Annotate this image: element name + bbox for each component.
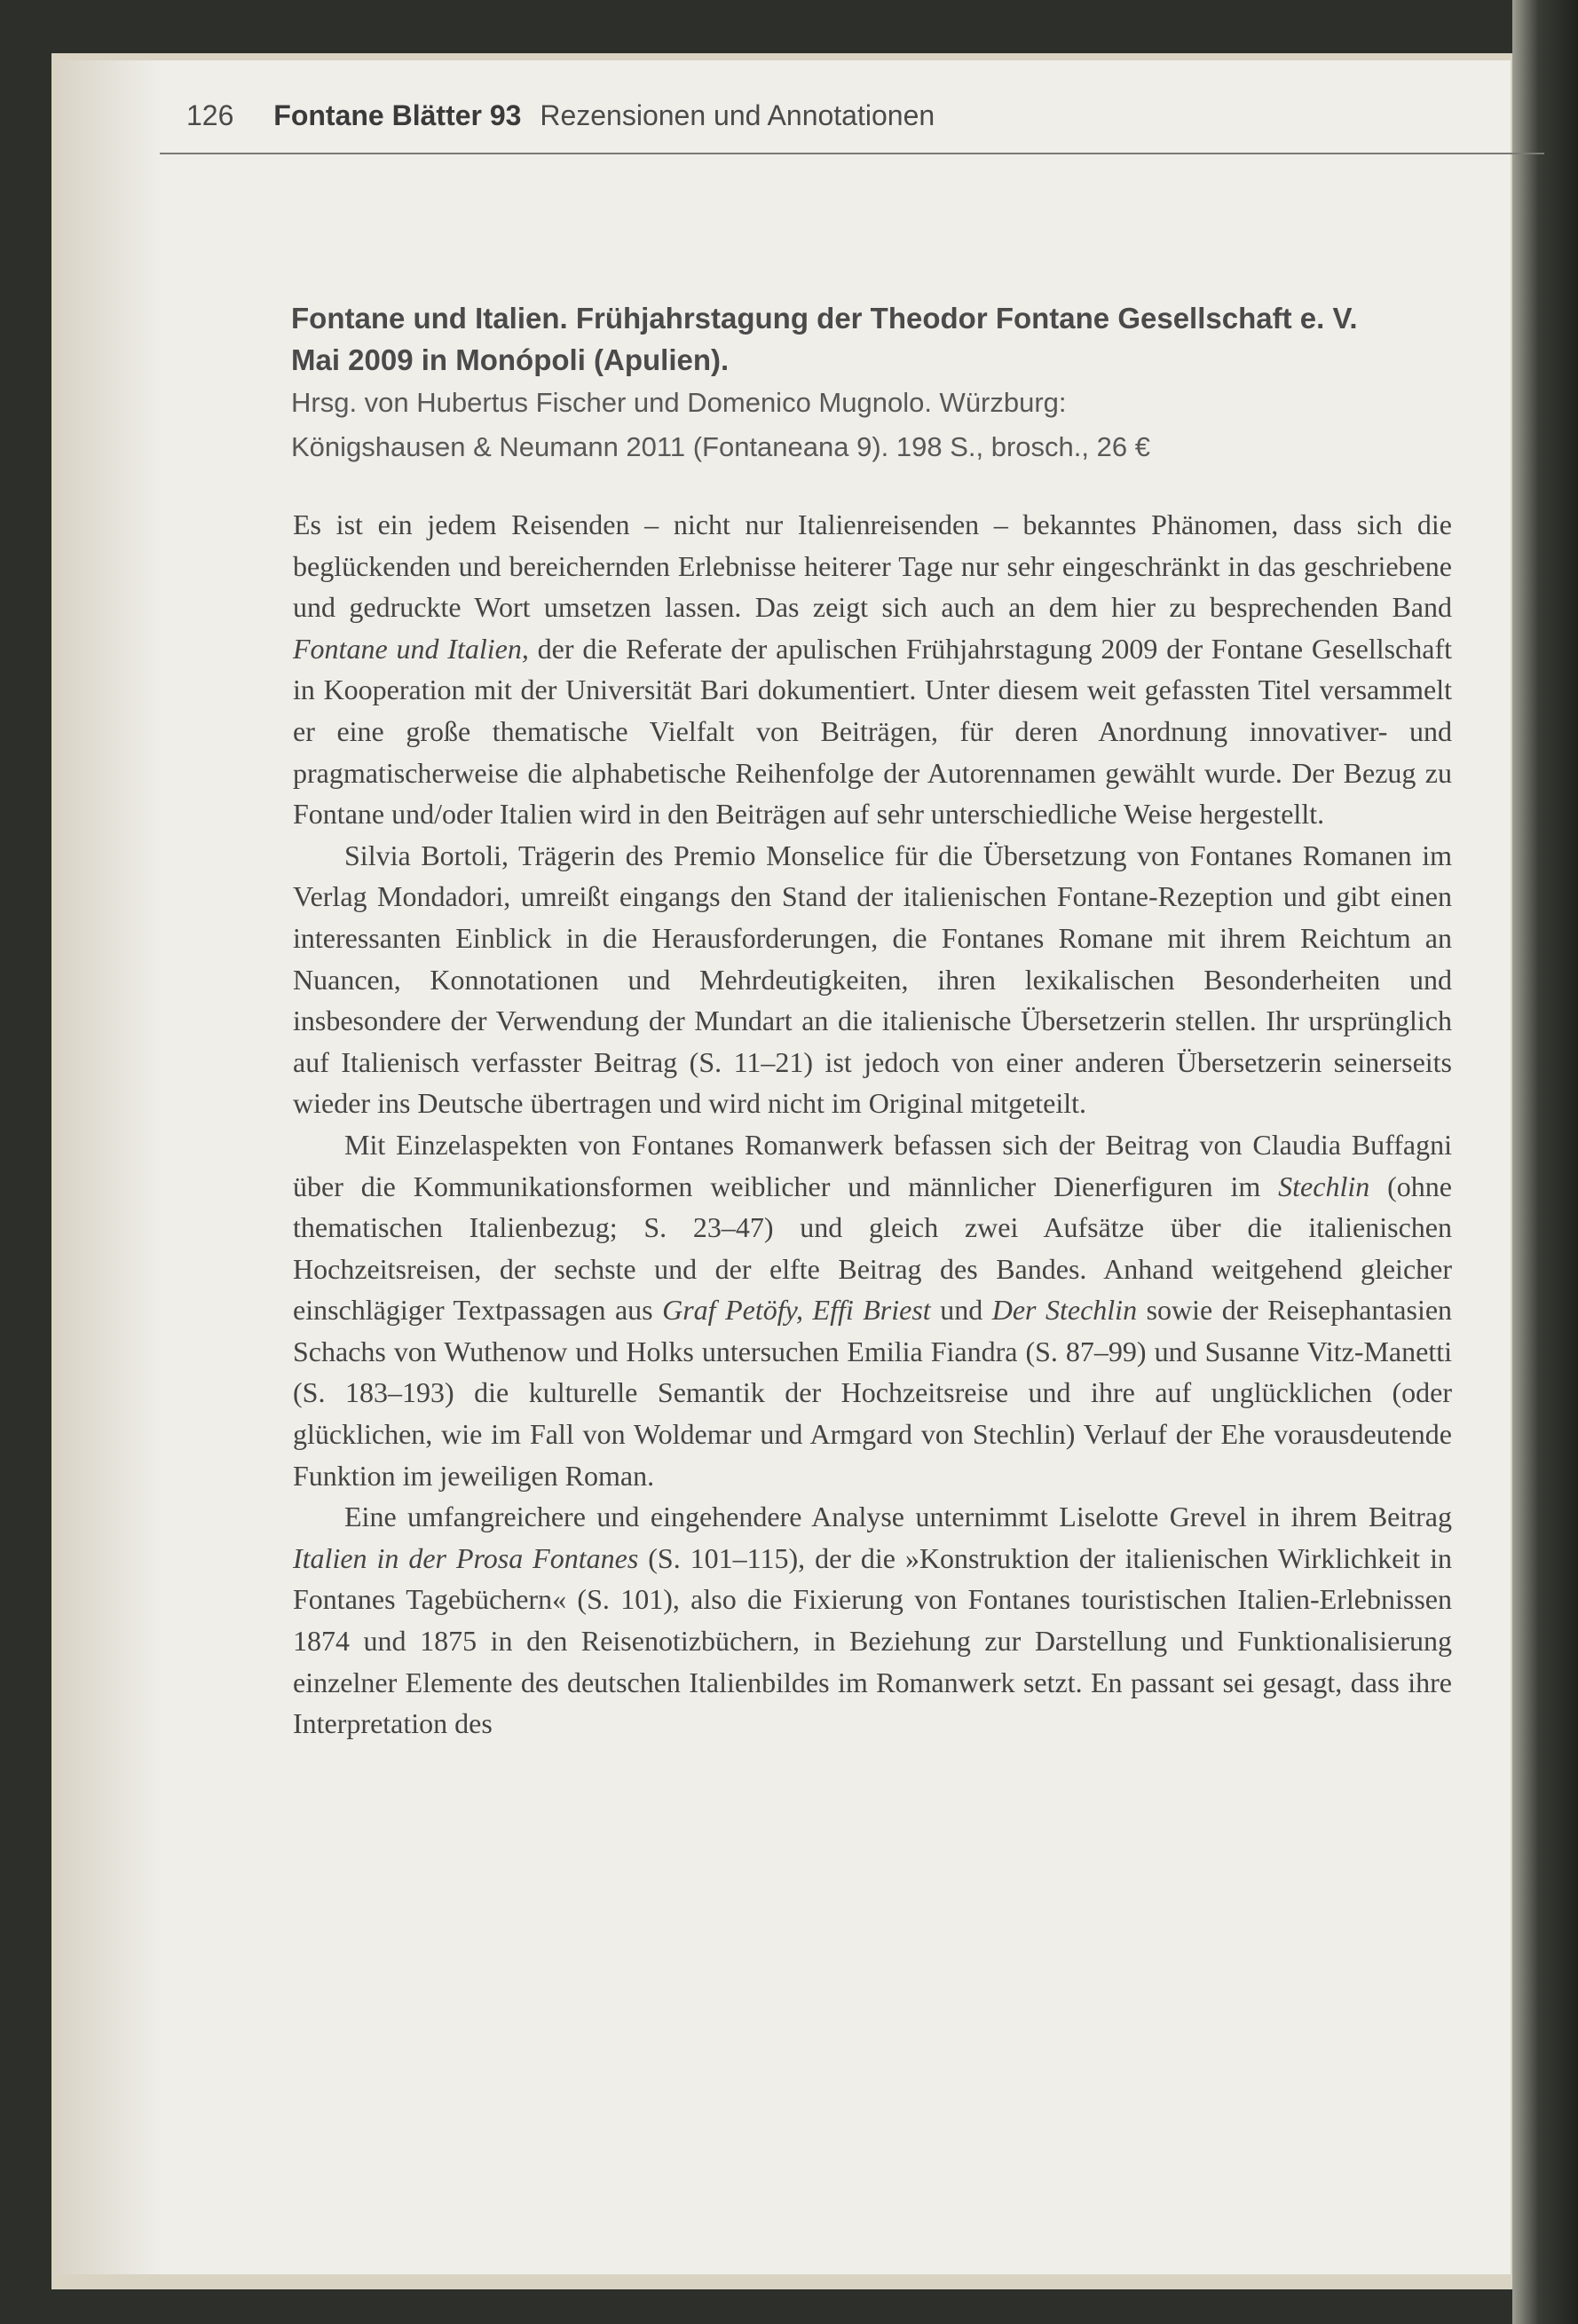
journal-title: Fontane Blätter 93: [273, 99, 522, 131]
review-body: [293, 504, 1452, 1745]
paragraph-2: Silvia Bortoli, Trägerin des Premio Monselice für die Übersetzung von Fontanes Romanen im Verlag Mondadori, umreißt eingangs den Stand der italienischen Fontane-Rezeption und gibt einen interessanten Einblick in die Herausforderungen, die Fontanes Romane mit ihrem Reichtum an Nuancen, Konnotationen und Mehrdeutigkeiten, ihren lexikalischen Besonderheiten und insbesondere der Verwendung der Mundart an die italienische Übersetzerin stellen. Ihr ursprünglich auf Italienisch verfasster Beitrag (S. 11–21) ist jedoch von einer anderen Übersetzerin seinerseits wieder ins Deutsche übertragen und wird nicht im Original mitgeteilt.: [293, 839, 1452, 1120]
text-run: Eine umfangreichere und eingehendere Analyse unternimmt Liselotte Grevel in ihrem Beitrag: [344, 1501, 1452, 1533]
text-run: (S. 101–115), der die »Konstruktion der italienischen Wirklichkeit in Fontanes Tagebüchern« (S. 101), also die Fixierung von Fontanes touristischen Italien-Erlebnissen 1874 und 1875 in den Reisenotizbüchern, in Beziehung zur Darstellung und Funktionalisierung einzelner Elemente des deutschen Italienbildes im Romanwerk setzt. En passant sei gesagt, dass ihre Interpretation des: [293, 1541, 1453, 1740]
review-title-line-2: Mai 2009 in Monópoli (Apulien).: [291, 343, 730, 376]
header-rule: [160, 153, 1544, 154]
review-heading: [291, 297, 1463, 469]
bibliography-line-1: Hrsg. von Hubertus Fischer und Domenico Mugnolo. Würzburg:: [291, 387, 1067, 418]
section-title: Rezensionen und Annotationen: [540, 99, 935, 131]
text-run: und: [930, 1294, 992, 1327]
review-title-line-1: Fontane und Italien. Frühjahrstagung der Theodor Fontane Gesellschaft e. V.: [291, 302, 1358, 335]
book-spine-edge: [1512, 0, 1578, 2324]
paragraph-4: [293, 1496, 1452, 1745]
book-title-italic: Der Stechlin: [991, 1294, 1138, 1327]
text-run: Mit Einzelaspekten von Fontanes Romanwerk befassen sich der Beitrag von Claudia Buffagni über die Kommunikationsformen weiblicher und männlicher Dienerfiguren im: [293, 1128, 1452, 1202]
paragraph-3: [293, 1124, 1452, 1496]
paragraph-1: [293, 504, 1452, 835]
bibliography-line-2: Königshausen & Neumann 2011 (Fontaneana 9). 198 S., brosch., 26 €: [291, 431, 1150, 462]
text-run: (ohne thematischen Italienbezug; S. 23–47) und gleich zwei Aufsätze über die italienischen Hochzeitsreisen, der sechste und der elfte Beitrag des Bandes. Anhand weitgehend gleicher einschlägiger Textpassagen aus: [293, 1170, 1453, 1327]
book-title-italic: Stechlin: [1278, 1170, 1370, 1202]
running-header: [186, 99, 935, 132]
page-number: 126: [186, 99, 234, 131]
text-run: sowie der Reisephantasien Schachs von Wuthenow und Holks untersuchen Emilia Fiandra (S. 87–99) und Susanne Vitz-Manetti (S. 183–193) die kulturelle Semantik der Hochzeitsreise und ihre auf unglücklichen (oder glücklichen, wie im Fall von Woldemar und Armgard von Stechlin) Verlauf der Ehe vorausdeutende Funktion im jeweiligen Roman.: [293, 1294, 1453, 1492]
text-run: der die Referate der apulischen Frühjahrstagung 2009 der Fontane Gesellschaft in Kooperation mit der Universität Bari dokumentiert. Unter diesem weit gefassten Titel versammelt er eine große thematische Vielfalt von Beiträgen, für deren Anordnung innovativer- und pragmatischerweise die alphabetische Reihenfolge der Autorennamen gewählt wurde. Der Bezug zu Fontane und/oder Italien wird in den Beiträgen auf sehr unterschiedliche Weise hergestellt.: [293, 632, 1453, 831]
book-title-italic: Fontane und Italien,: [293, 632, 529, 665]
book-title-italic: Graf Petöfy, Effi Briest: [662, 1294, 931, 1327]
text-run: Es ist ein jedem Reisenden – nicht nur Italienreisenden – bekanntes Phänomen, dass sich die beglückenden und bereichernden Erlebnisse heiterer Tage nur sehr eingeschränkt in das geschriebene und gedruckte Wort umsetzen lassen. Das zeigt sich auch an dem hier zu besprechenden Band: [293, 508, 1452, 624]
book-title-italic: Italien in der Prosa Fontanes: [293, 1541, 639, 1574]
